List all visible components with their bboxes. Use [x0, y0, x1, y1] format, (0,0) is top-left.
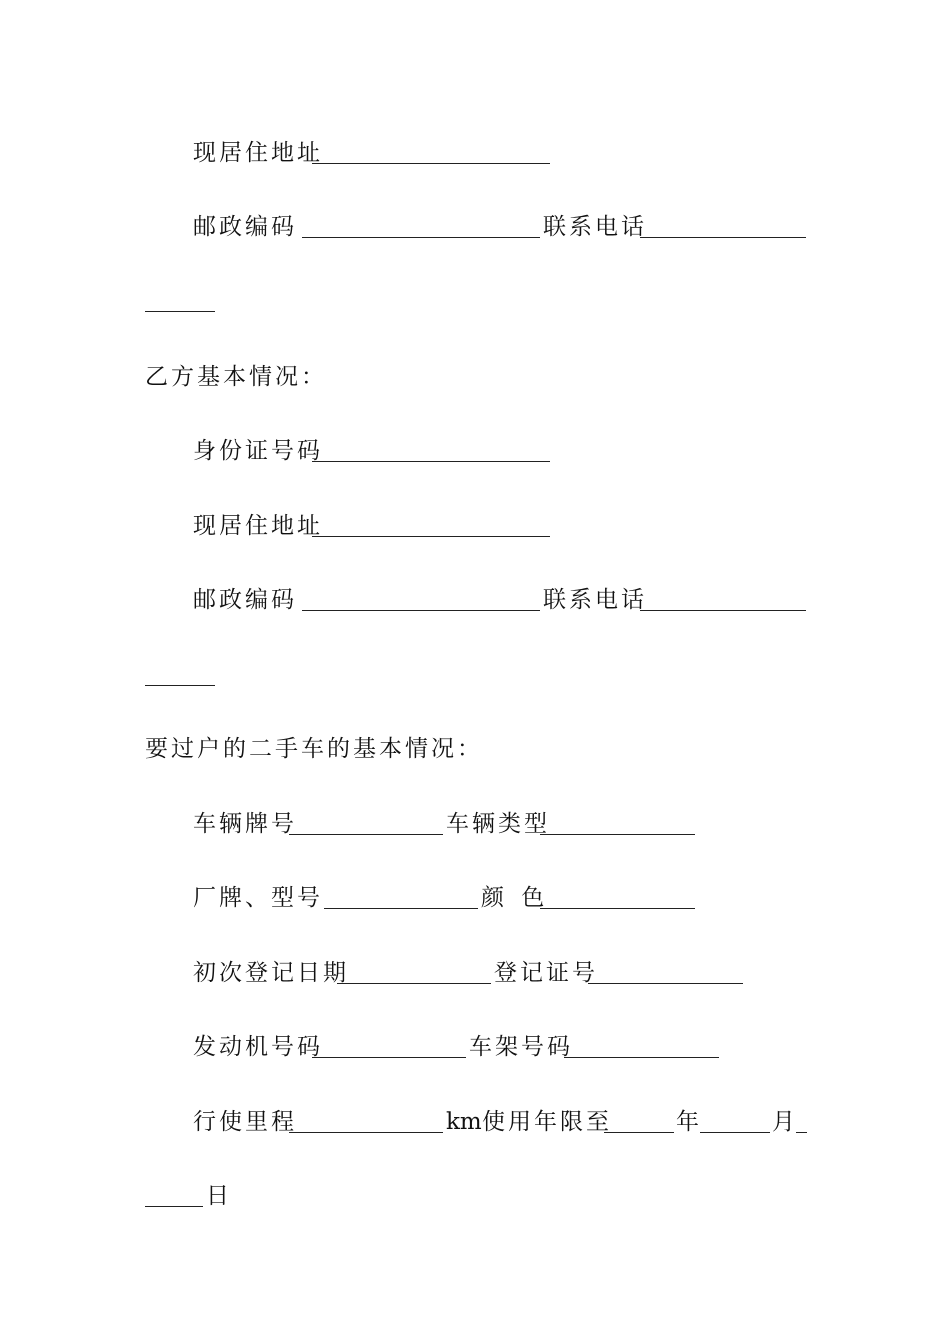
- party-b-phone-continuation: [0, 654, 950, 694]
- vehicle-brand-label: 厂牌、型号: [193, 885, 323, 911]
- vehicle-heading: 要过户的二手车的基本情况：: [145, 736, 483, 762]
- vehicle-term-day-label: 日: [206, 1183, 232, 1209]
- vehicle-term-day-blank[interactable]: [145, 1206, 203, 1207]
- vehicle-first-reg-label: 初次登记日期: [193, 960, 349, 986]
- vehicle-heading-line: [0, 728, 950, 768]
- party-b-address-blank[interactable]: [312, 536, 550, 537]
- vehicle-brand-blank[interactable]: [324, 908, 478, 909]
- vehicle-term-continuation: [0, 1175, 950, 1215]
- vehicle-brand-line: [0, 877, 950, 917]
- party-a-address-label: 现居住地址: [193, 140, 323, 166]
- vehicle-term-year-blank[interactable]: [604, 1132, 674, 1133]
- vehicle-plate-label: 车辆牌号: [193, 811, 297, 837]
- party-a-address-line: [0, 132, 950, 172]
- party-b-phone-label: 联系电话: [543, 587, 647, 613]
- vehicle-term-year-label: 年: [676, 1109, 702, 1135]
- vehicle-first-reg-blank[interactable]: [337, 983, 491, 984]
- party-b-postcode-line: [0, 579, 950, 619]
- vehicle-plate-line: [0, 803, 950, 843]
- party-a-address-blank[interactable]: [312, 163, 550, 164]
- vehicle-frame-blank[interactable]: [564, 1057, 719, 1058]
- party-b-phone-blank-continued[interactable]: [145, 685, 215, 686]
- party-b-heading: 乙方基本情况：: [145, 364, 327, 390]
- vehicle-term-month-label: 月: [772, 1109, 798, 1135]
- party-b-address-line: [0, 505, 950, 545]
- vehicle-reg-cert-blank[interactable]: [588, 983, 743, 984]
- vehicle-type-label: 车辆类型: [446, 811, 550, 837]
- party-a-phone-blank-continued[interactable]: [145, 311, 215, 312]
- vehicle-term-label: 使用年限至: [482, 1109, 612, 1135]
- vehicle-mileage-blank[interactable]: [289, 1132, 443, 1133]
- party-a-postcode-line: [0, 206, 950, 246]
- party-a-phone-blank[interactable]: [640, 237, 806, 238]
- party-b-id-line: [0, 430, 950, 470]
- party-a-postcode-blank[interactable]: [302, 237, 540, 238]
- party-b-id-blank[interactable]: [312, 461, 550, 462]
- vehicle-term-day-blank-start[interactable]: [796, 1132, 807, 1133]
- vehicle-color-blank[interactable]: [540, 908, 695, 909]
- party-b-postcode-label: 邮政编码: [193, 587, 297, 613]
- party-b-id-label: 身份证号码: [193, 438, 323, 464]
- party-a-phone-continuation: [0, 280, 950, 320]
- party-b-address-label: 现居住地址: [193, 513, 323, 539]
- vehicle-mileage-line: [0, 1101, 950, 1141]
- party-b-heading-line: [0, 356, 950, 396]
- vehicle-term-month-blank[interactable]: [700, 1132, 770, 1133]
- party-a-phone-label: 联系电话: [543, 214, 647, 240]
- vehicle-engine-line: [0, 1026, 950, 1066]
- vehicle-engine-blank[interactable]: [312, 1057, 466, 1058]
- vehicle-mileage-unit: km: [446, 1109, 482, 1135]
- vehicle-frame-label: 车架号码: [469, 1034, 573, 1060]
- vehicle-registration-line: [0, 952, 950, 992]
- vehicle-color-label: 颜 色: [481, 885, 550, 911]
- vehicle-engine-label: 发动机号码: [193, 1034, 323, 1060]
- vehicle-plate-blank[interactable]: [289, 834, 443, 835]
- vehicle-reg-cert-label: 登记证号: [494, 960, 598, 986]
- party-b-phone-blank[interactable]: [640, 610, 806, 611]
- party-b-postcode-blank[interactable]: [302, 610, 540, 611]
- vehicle-type-blank[interactable]: [540, 834, 695, 835]
- party-a-postcode-label: 邮政编码: [193, 214, 297, 240]
- vehicle-mileage-label: 行使里程: [193, 1109, 297, 1135]
